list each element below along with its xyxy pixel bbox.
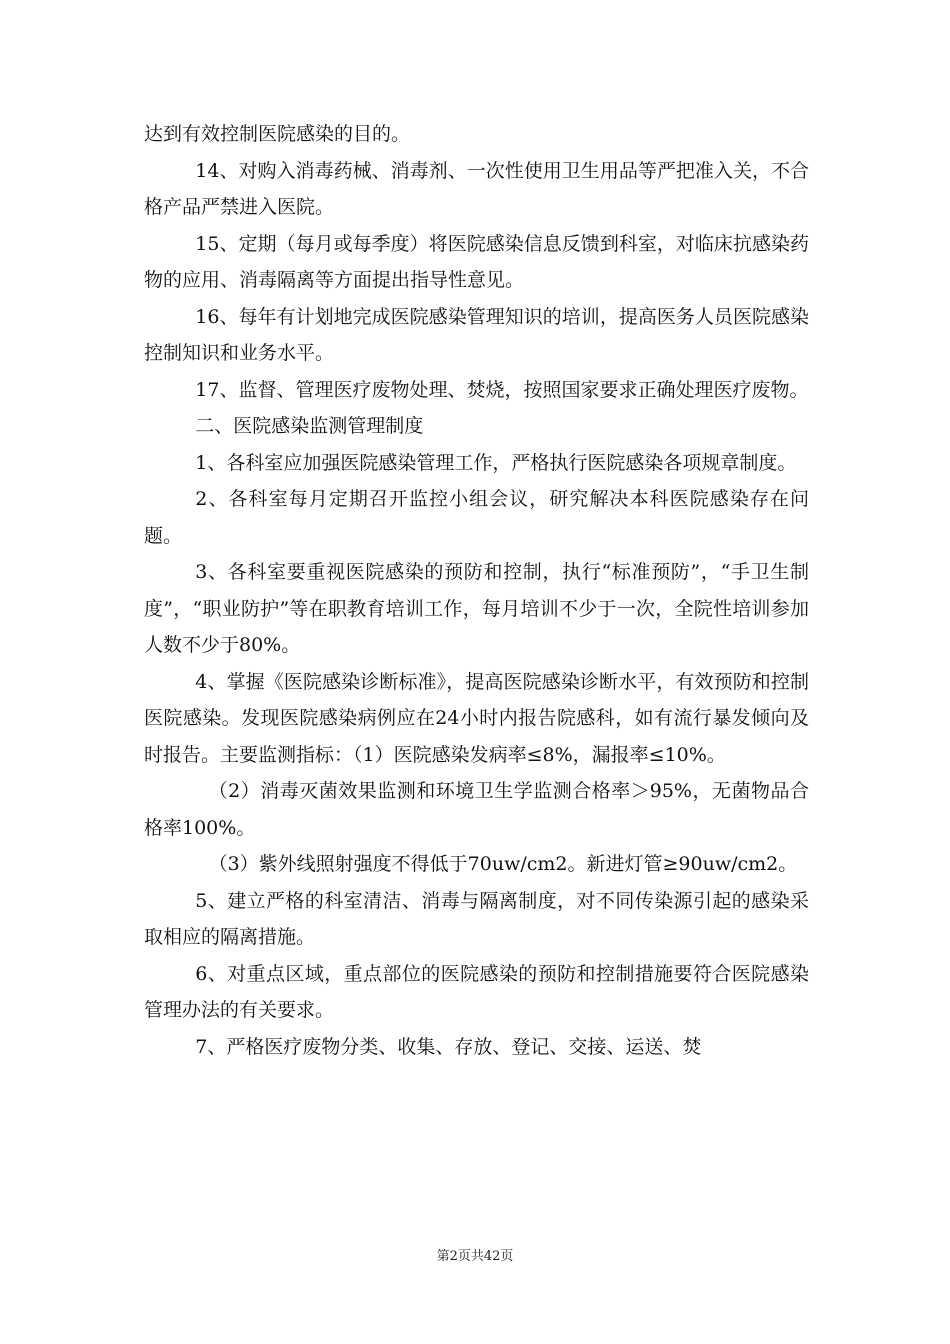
- paragraph-continuation: 达到有效控制医院感染的目的。: [144, 123, 411, 145]
- paragraph-item-4: 4、掌握《医院感染诊断标准》，提高医院感染诊断水平，有效预防和控制医院感染。发现医院感染病例应在24小时内报告院感科，如有流行暴发倾向及时报告。主要监测指标：（1）医院感染发病率≤8%，漏报率≤10%。: [144, 670, 809, 766]
- paragraph-item-15: 15、定期（每月或每季度）将医院感染信息反馈到科室，对临床抗感染药物的应用、消毒隔离等方面提出指导性意见。: [144, 232, 809, 291]
- paragraph-sub-2: （2）消毒灭菌效果监测和环境卫生学监测合格率＞95%，无菌物品合格率100%。: [144, 780, 809, 839]
- paragraph-item-14: 14、对购入消毒药械、消毒剂、一次性使用卫生用品等严把准入关，不合格产品严禁进入医院。: [144, 159, 809, 218]
- page-number-footer: 第2页共42页: [436, 1249, 514, 1264]
- paragraph-item-3: 3、各科室要重视医院感染的预防和控制，执行“标准预防”，“手卫生制度”，“职业防护”等在职教育培训工作，每月培训不少于一次，全院性培训参加人数不少于80%。: [144, 561, 809, 656]
- paragraph-item-16: 16、每年有计划地完成医院感染管理知识的培训，提高医务人员医院感染控制知识和业务水平。: [144, 305, 809, 364]
- paragraph-item-7: 7、严格医疗废物分类、收集、存放、登记、交接、运送、焚: [195, 1035, 702, 1058]
- paragraph-item-2: 2、各科室每月定期召开监控小组会议，研究解决本科医院感染存在问题。: [144, 488, 809, 547]
- paragraph-item-1: 1、各科室应加强医院感染管理工作，严格执行医院感染各项规章制度。: [195, 451, 797, 474]
- section-heading: 二、医院感染监测管理制度: [195, 415, 424, 437]
- paragraph-sub-3: （3）紫外线照射强度不得低于70uw/cm2。新进灯管≥90uw/cm2。: [208, 853, 798, 875]
- paragraph-item-17: 17、监督、管理医疗废物处理、焚烧，按照国家要求正确处理医疗废物。: [195, 378, 809, 401]
- document-body: [144, 116, 809, 1065]
- paragraph-item-6: 6、对重点区域，重点部位的医院感染的预防和控制措施要符合医院感染管理办法的有关要求。: [144, 962, 809, 1021]
- paragraph-item-5: 5、建立严格的科室清洁、消毒与隔离制度，对不同传染源引起的感染采取相应的隔离措施。: [144, 889, 809, 948]
